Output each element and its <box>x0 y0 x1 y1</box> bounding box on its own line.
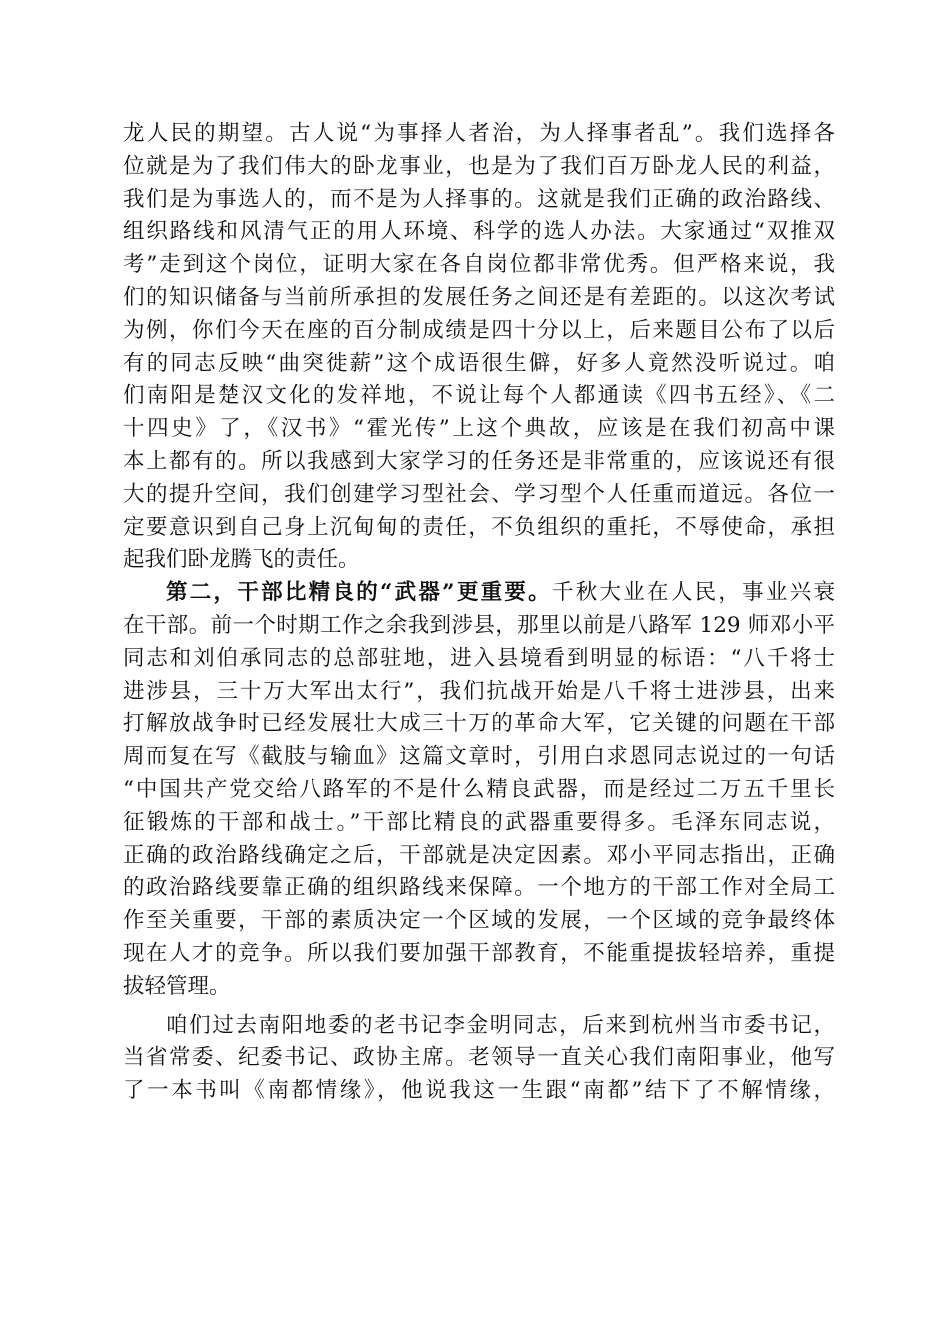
text-line: 同志和刘伯承同志的总部驻地，进入县境看到明显的标语：“八千将士 <box>123 645 835 671</box>
text-line: 拔轻管理。 <box>123 973 231 999</box>
text-line: 打解放战争时已经发展壮大成三十万的革命大军，它关键的问题在干部 <box>123 711 835 737</box>
text-line: 进涉县，三十万大军出太行”，我们抗战开始是八千将士进涉县，出来 <box>123 678 835 704</box>
text-line: 定要意识到自己身上沉甸甸的责任，不负组织的重托，不辱使命，承担 <box>123 514 835 540</box>
document-body <box>123 118 835 1108</box>
text-line: 当省常委、纪委书记、政协主席。老领导一直关心我们南阳事业，他写 <box>123 1045 835 1071</box>
text-line: 征锻炼的干部和战士。”干部比精良的武器重要得多。毛泽东同志说， <box>123 809 835 835</box>
text-line: 龙人民的期望。古人说“为事择人者治，为人择事者乱”。我们选择各 <box>123 121 835 146</box>
text-line: 本上都有的。所以我感到大家学习的任务还是非常重的，应该说还有很 <box>123 448 835 474</box>
text-line: 们南阳是楚汉文化的发祥地，不说让每个人都通读《四书五经》、《二 <box>123 383 835 409</box>
text-line: 作至关重要，干部的素质决定一个区域的发展，一个区域的竞争最终体 <box>123 908 835 934</box>
text-line: 我们是为事选人的，而不是为人择事的。这就是我们正确的政治路线、 <box>123 186 835 212</box>
paragraph-first-line <box>123 577 835 610</box>
text-line: 大的提升空间，我们创建学习型社会、学习型个人任重而道远。各位一 <box>123 481 835 507</box>
section-heading: 第二，干部比精良的“武器”更重要。 <box>166 580 552 606</box>
text-line: 在干部。前一个时期工作之余我到涉县，那里以前是八路军 129 师邓小平 <box>123 612 835 638</box>
text-line: “中国共产党交给八路军的不是什么精良武器，而是经过二万五千里长 <box>123 776 835 802</box>
paragraph-first-line: 咱们过去南阳地委的老书记李金明同志，后来到杭州当市委书记， <box>166 1012 835 1038</box>
text-line: 起我们卧龙腾飞的责任。 <box>123 547 360 573</box>
text-line: 周而复在写《截肢与输血》这篇文章时，引用白求恩同志说过的一句话 <box>123 744 835 770</box>
text-line: 位就是为了我们伟大的卧龙事业，也是为了我们百万卧龙人民的利益， <box>123 153 835 179</box>
text-line: 考”走到这个岗位，证明大家在各自岗位都非常优秀。但严格来说，我 <box>123 252 835 278</box>
text-line: 现在人才的竞争。所以我们要加强干部教育，不能重提拔轻培养，重提 <box>123 940 835 966</box>
text-line: 十四史》了，《汉书》“霍光传”上这个典故，应该是在我们初高中课 <box>123 416 835 442</box>
text-line: 为例，你们今天在座的百分制成绩是四十分以上，后来题目公布了以后 <box>123 317 835 343</box>
text-line: 的政治路线要靠正确的组织路线来保障。一个地方的干部工作对全局工 <box>123 875 835 901</box>
text-line: 有的同志反映“曲突徙薪”这个成语很生僻，好多人竟然没听说过。咱 <box>123 350 835 376</box>
text-line: 组织路线和风清气正的用人环境、科学的选人办法。大家通过“双推双 <box>123 219 835 245</box>
text-line: 了一本书叫《南都情缘》，他说我这一生跟“南都”结下了不解情缘， <box>123 1078 835 1104</box>
text-line: 正确的政治路线确定之后，干部就是决定因素。邓小平同志指出，正确 <box>123 842 835 868</box>
heading-continuation: 千秋大业在人民，事业兴衰 <box>551 580 835 606</box>
text-line: 们的知识储备与当前所承担的发展任务之间还是有差距的。以这次考试 <box>123 284 835 310</box>
